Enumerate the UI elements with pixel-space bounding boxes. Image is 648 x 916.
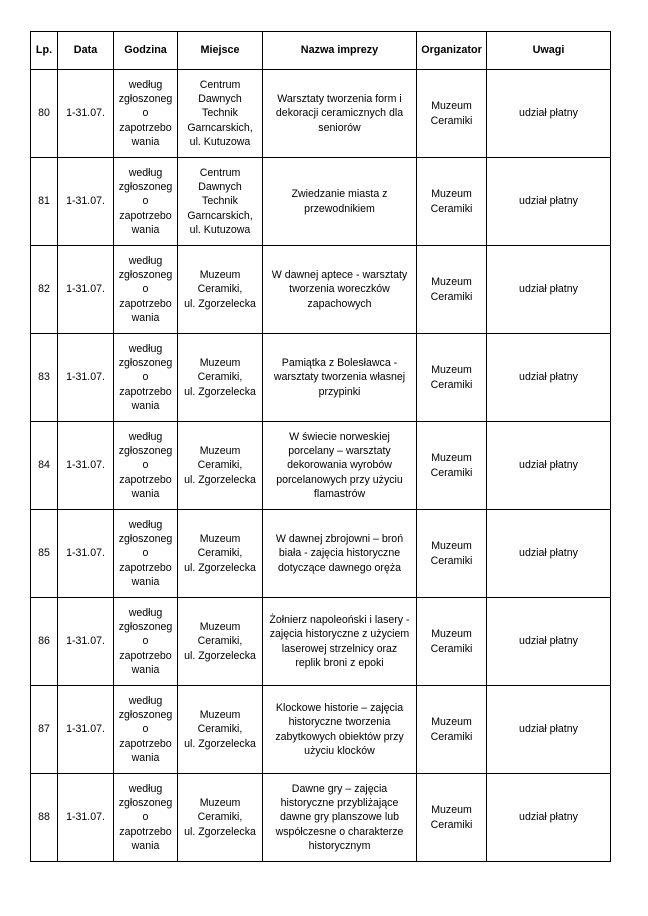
cell-lp — [31, 686, 58, 774]
cell-notes — [487, 158, 611, 246]
cell-place — [178, 598, 263, 686]
cell-lp-text: 82 — [38, 283, 50, 296]
cell-lp-text: 84 — [38, 459, 50, 472]
cell-place — [178, 686, 263, 774]
table-row — [31, 158, 611, 246]
cell-event-name-text: Zwiedzanie miasta z przewodnikiem — [291, 188, 388, 215]
cell-organizer-text: Muzeum Ceramiki — [430, 276, 473, 303]
cell-event-name — [263, 246, 417, 334]
cell-hour-text: według zgłoszoneg o zapotrzebo wania — [118, 342, 173, 412]
cell-event-name-text: W dawnej aptece - warsztaty tworzenia woreczków zapachowych — [271, 269, 408, 310]
cell-event-name — [263, 422, 417, 510]
cell-organizer-text: Muzeum Ceramiki — [430, 100, 473, 127]
cell-date-text: 1-31.07. — [66, 811, 105, 824]
cell-date — [58, 598, 114, 686]
cell-lp — [31, 70, 58, 158]
cell-notes-text: udział płatny — [519, 283, 578, 296]
cell-place — [178, 246, 263, 334]
cell-place-text: Muzeum Ceramiki, ul. Zgorzelecka — [184, 269, 256, 310]
cell-event-name-text: Klockowe historie – zajęcia historyczne tworzenia zabytkowych obiektów przy użyciu klocków — [275, 701, 404, 757]
table-row — [31, 510, 611, 598]
cell-hour — [114, 598, 178, 686]
cell-lp-text: 80 — [38, 107, 50, 120]
cell-hour-text: według zgłoszoneg o zapotrzebo wania — [118, 78, 173, 148]
cell-hour — [114, 774, 178, 862]
table-row — [31, 422, 611, 510]
cell-event-name — [263, 158, 417, 246]
header-organizer: Organizator — [417, 32, 487, 70]
cell-notes — [487, 774, 611, 862]
cell-hour-text: według zgłoszoneg o zapotrzebo wania — [118, 254, 173, 324]
cell-organizer-text: Muzeum Ceramiki — [430, 364, 473, 391]
cell-date-text: 1-31.07. — [66, 195, 105, 208]
cell-event-name-text: Żołnierz napoleoński i lasery - zajęcia historyczne z użyciem laserowej strzelnicy oraz replik broni z epoki — [269, 613, 410, 669]
events-table — [30, 31, 611, 862]
cell-event-name — [263, 774, 417, 862]
cell-organizer-text: Muzeum Ceramiki — [430, 188, 473, 215]
cell-notes-text: udział płatny — [519, 195, 578, 208]
cell-lp — [31, 774, 58, 862]
cell-event-name-text: W dawnej zbrojowni – broń biała - zajęcia historyczne dotyczące dawnego oręża — [275, 533, 404, 574]
cell-notes-text: udział płatny — [519, 371, 578, 384]
cell-place — [178, 510, 263, 598]
cell-notes — [487, 70, 611, 158]
cell-lp-text: 87 — [38, 723, 50, 736]
cell-place — [178, 70, 263, 158]
cell-event-name — [263, 598, 417, 686]
cell-hour-text: według zgłoszoneg o zapotrzebo wania — [118, 694, 173, 764]
cell-notes-text: udział płatny — [519, 723, 578, 736]
cell-hour — [114, 70, 178, 158]
cell-date — [58, 510, 114, 598]
cell-hour-text: według zgłoszoneg o zapotrzebo wania — [118, 518, 173, 588]
cell-place-text: Muzeum Ceramiki, ul. Zgorzelecka — [184, 445, 256, 486]
cell-date-text: 1-31.07. — [66, 723, 105, 736]
cell-place-text: Centrum Dawnych Technik Garncarskich, ul. Kutuzowa — [187, 166, 253, 236]
cell-organizer — [417, 422, 487, 510]
cell-notes-text: udział płatny — [519, 459, 578, 472]
cell-date — [58, 158, 114, 246]
cell-hour — [114, 158, 178, 246]
cell-lp-text: 81 — [38, 195, 50, 208]
cell-notes — [487, 686, 611, 774]
cell-notes-text: udział płatny — [519, 107, 578, 120]
cell-place-text: Muzeum Ceramiki, ul. Zgorzelecka — [184, 709, 256, 750]
cell-place-text: Muzeum Ceramiki, ul. Zgorzelecka — [184, 621, 256, 662]
cell-place-text: Muzeum Ceramiki, ul. Zgorzelecka — [184, 797, 256, 838]
cell-organizer — [417, 686, 487, 774]
cell-notes — [487, 510, 611, 598]
cell-hour — [114, 686, 178, 774]
table-row — [31, 598, 611, 686]
cell-hour-text: według zgłoszoneg o zapotrzebo wania — [118, 606, 173, 676]
cell-lp — [31, 510, 58, 598]
cell-notes — [487, 246, 611, 334]
cell-notes — [487, 598, 611, 686]
cell-notes-text: udział płatny — [519, 547, 578, 560]
cell-hour — [114, 334, 178, 422]
cell-date-text: 1-31.07. — [66, 107, 105, 120]
cell-event-name-text: W świecie norweskiej porcelany – warsztaty dekorowania wyrobów porcelanowych przy użyciu flamastrów — [276, 430, 403, 500]
cell-event-name — [263, 334, 417, 422]
table-row — [31, 246, 611, 334]
cell-place — [178, 774, 263, 862]
cell-event-name-text: Pamiątka z Bolesławca - warsztaty tworzenia własnej przypinki — [273, 357, 406, 398]
cell-organizer-text: Muzeum Ceramiki — [430, 628, 473, 655]
header-hour: Godzina — [114, 32, 178, 70]
cell-place — [178, 422, 263, 510]
cell-date-text: 1-31.07. — [66, 547, 105, 560]
table-row — [31, 774, 611, 862]
table-row — [31, 334, 611, 422]
cell-lp — [31, 334, 58, 422]
cell-lp — [31, 246, 58, 334]
cell-organizer — [417, 510, 487, 598]
header-event-name: Nazwa imprezy — [263, 32, 417, 70]
header-place: Miejsce — [178, 32, 263, 70]
cell-lp-text: 85 — [38, 547, 50, 560]
cell-place — [178, 158, 263, 246]
cell-event-name — [263, 686, 417, 774]
cell-lp-text: 83 — [38, 371, 50, 384]
header-date: Data — [58, 32, 114, 70]
cell-place-text: Muzeum Ceramiki, ul. Zgorzelecka — [184, 357, 256, 398]
cell-place — [178, 334, 263, 422]
cell-lp-text: 88 — [38, 811, 50, 824]
table-row — [31, 686, 611, 774]
cell-date — [58, 774, 114, 862]
cell-hour-text: według zgłoszoneg o zapotrzebo wania — [118, 782, 173, 852]
cell-organizer-text: Muzeum Ceramiki — [430, 804, 473, 831]
table-header — [31, 32, 611, 70]
cell-date — [58, 686, 114, 774]
cell-organizer — [417, 158, 487, 246]
cell-date — [58, 246, 114, 334]
cell-hour-text: według zgłoszoneg o zapotrzebo wania — [118, 166, 173, 236]
cell-organizer — [417, 774, 487, 862]
cell-hour — [114, 246, 178, 334]
cell-notes — [487, 422, 611, 510]
cell-hour — [114, 422, 178, 510]
cell-organizer-text: Muzeum Ceramiki — [430, 452, 473, 479]
cell-hour-text: według zgłoszoneg o zapotrzebo wania — [118, 430, 173, 500]
cell-hour — [114, 510, 178, 598]
cell-lp — [31, 598, 58, 686]
cell-event-name — [263, 70, 417, 158]
cell-notes-text: udział płatny — [519, 635, 578, 648]
header-row — [31, 32, 611, 70]
cell-event-name — [263, 510, 417, 598]
cell-notes — [487, 334, 611, 422]
cell-lp — [31, 422, 58, 510]
header-lp: Lp. — [31, 32, 58, 70]
cell-date-text: 1-31.07. — [66, 371, 105, 384]
cell-organizer — [417, 334, 487, 422]
header-notes: Uwagi — [487, 32, 611, 70]
table-row — [31, 70, 611, 158]
cell-organizer — [417, 598, 487, 686]
cell-date-text: 1-31.07. — [66, 459, 105, 472]
table-body — [31, 70, 611, 862]
cell-date-text: 1-31.07. — [66, 635, 105, 648]
cell-date — [58, 70, 114, 158]
cell-lp — [31, 158, 58, 246]
cell-date — [58, 422, 114, 510]
cell-lp-text: 86 — [38, 635, 50, 648]
cell-place-text: Muzeum Ceramiki, ul. Zgorzelecka — [184, 533, 256, 574]
cell-date — [58, 334, 114, 422]
cell-organizer — [417, 246, 487, 334]
cell-organizer-text: Muzeum Ceramiki — [430, 716, 473, 743]
cell-date-text: 1-31.07. — [66, 283, 105, 296]
cell-organizer-text: Muzeum Ceramiki — [430, 540, 473, 567]
cell-organizer — [417, 70, 487, 158]
cell-event-name-text: Warsztaty tworzenia form i dekoracji ceramicznych dla seniorów — [275, 93, 404, 134]
cell-event-name-text: Dawne gry – zajęcia historyczne przybliżające dawne gry planszowe lub współczesne o charakterze historycznym — [275, 782, 404, 852]
cell-place-text: Centrum Dawnych Technik Garncarskich, ul. Kutuzowa — [187, 78, 253, 148]
cell-notes-text: udział płatny — [519, 811, 578, 824]
